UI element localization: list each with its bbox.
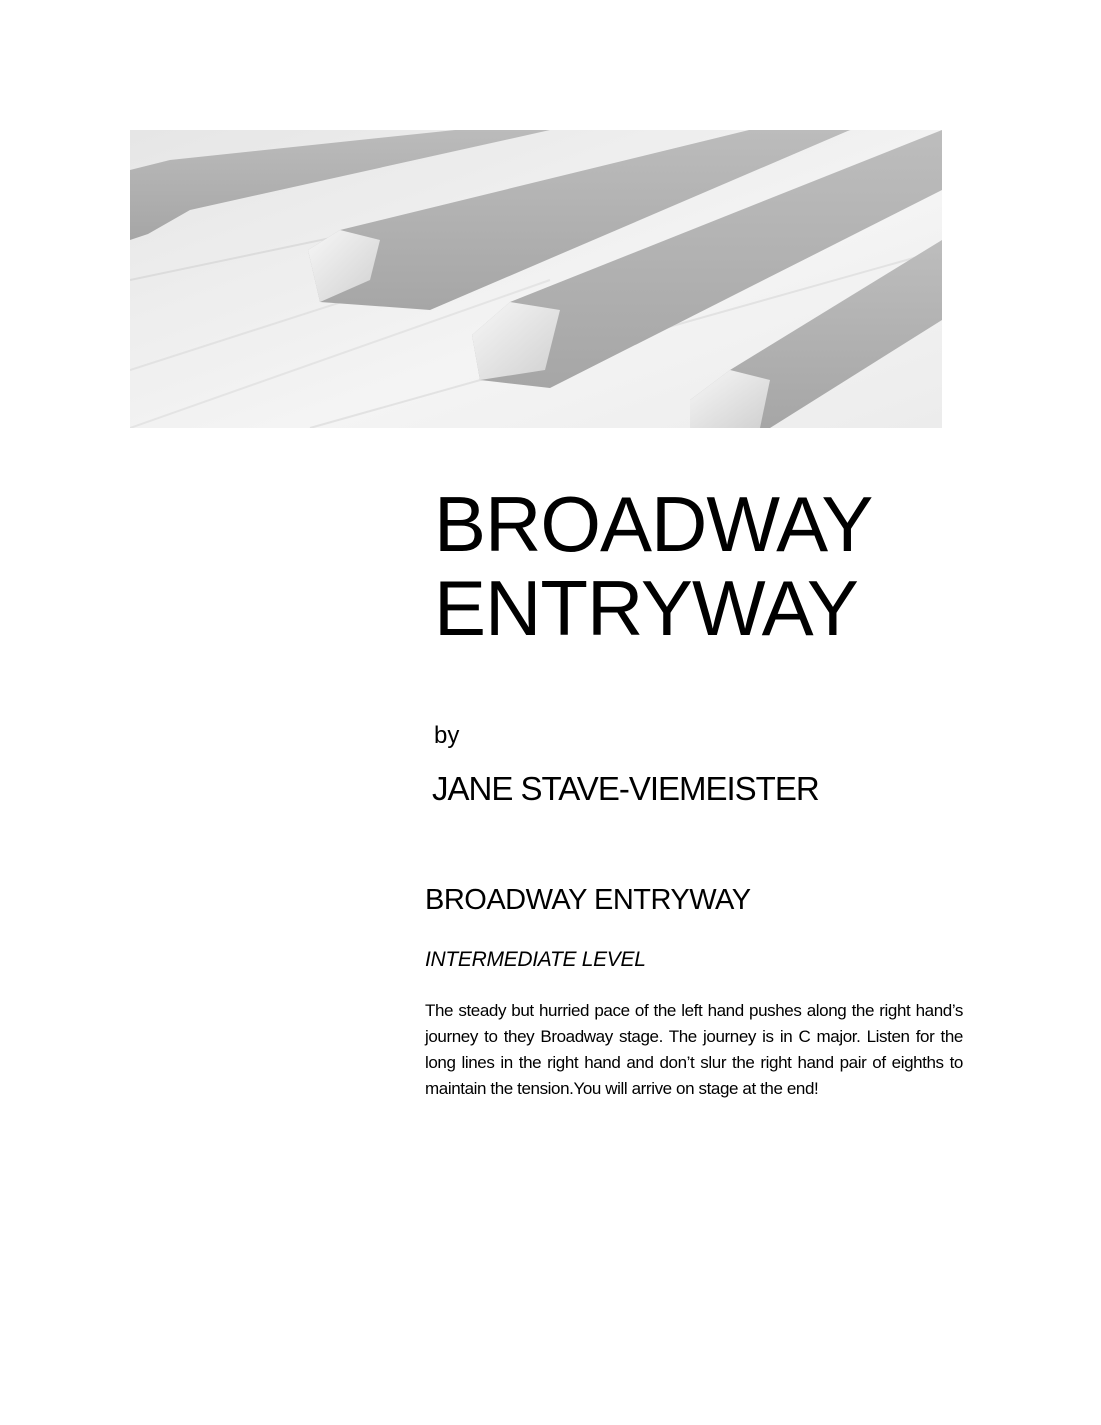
cover-title-line-2: ENTRYWAY [434, 564, 858, 652]
piece-description: The steady but hurried pace of the left hand pushes along the right hand’s journey to they Broadway stage. The journey is in C major. Listen for the long lines in the right hand and don’t slur the right hand pair of eighths to maintain the tension.You will arrive on stage at the end! [425, 1001, 963, 1098]
piano-keys-image [130, 130, 942, 428]
difficulty-level: INTERMEDIATE LEVEL [425, 948, 646, 971]
piece-title: BROADWAY ENTRYWAY [425, 884, 751, 916]
by-label: by [434, 722, 460, 749]
cover-title [434, 482, 994, 650]
author-name: JANE STAVE-VIEMEISTER [432, 770, 819, 807]
cover-title-line-1: BROADWAY [434, 480, 873, 568]
